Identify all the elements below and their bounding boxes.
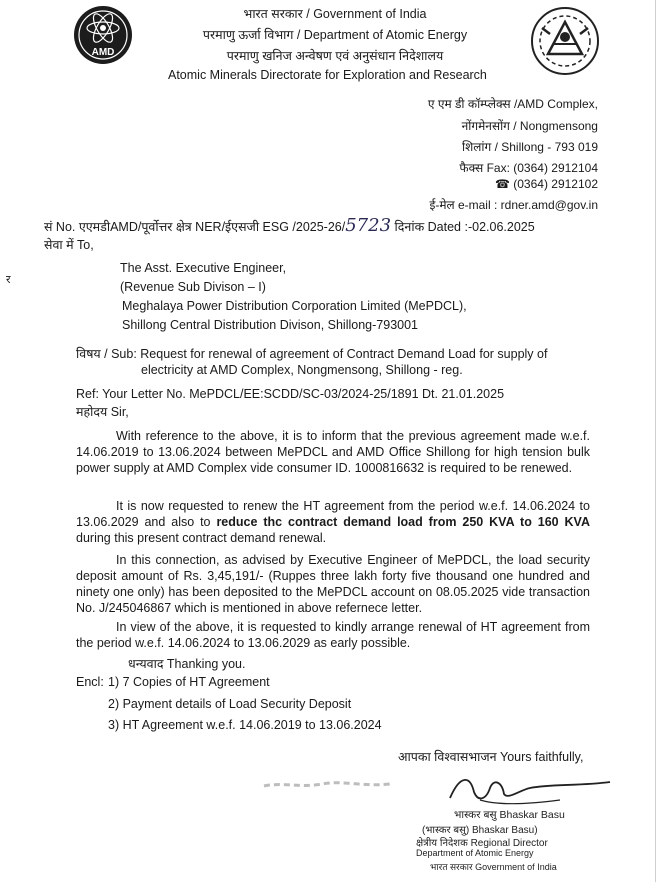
- closing-line: आपका विश्वासभाजन Yours faithfully,: [398, 750, 584, 764]
- scan-edge-divider: [655, 0, 656, 882]
- reference-no-value: एएमडीAMD/पूर्वोत्तर क्षेत्र NER/ईएसजी ESG /2025-26/: [78, 220, 346, 234]
- to-line-4: Shillong Central Distribution Divison, Shillong-793001: [122, 318, 418, 332]
- letterhead-amd-hindi: परमाणु खनिज अन्वेषण एवं अनुसंधान निदेशालय: [226, 49, 444, 63]
- letterhead-dept: परमाणु ऊर्जा विभाग / Department of Atomic Energy: [202, 28, 468, 42]
- signature-stamp-4: भारत सरकार Government of India: [430, 862, 557, 872]
- to-line-1: The Asst. Executive Engineer,: [120, 261, 287, 275]
- paragraph-3: In this connection, as advised by Executive Engineer of MePDCL, the load security deposit amount of Rs. 3,45,191/- (Ruppes three lakh forty five thousand one hundred and ninety one only) has been deposited to the MePDCL account on 08.05.2025 vide transaction No. J/245046867 which is mentioned in above refernece letter.: [76, 553, 590, 615]
- reference-handwritten-number: 5723: [345, 215, 392, 236]
- to-line-3: Meghalaya Power Distribution Corporation Limited (MePDCL),: [122, 299, 467, 313]
- signature-stamp-1: (भास्कर बसु) Bhaskar Basu): [422, 825, 538, 836]
- letterhead-amd-en: Atomic Minerals Directorate for Exploration and Research: [168, 68, 487, 82]
- subject-label: विषय / Sub:: [76, 347, 137, 361]
- ref-letter: Ref: Your Letter No. MePDCL/EE:SCDD/SC-03/2024-25/1891 Dt. 21.01.2025: [76, 387, 505, 401]
- salutation: महोदय Sir,: [76, 405, 129, 419]
- signature-stamp-3: Department of Atomic Energy: [416, 848, 534, 858]
- address-fax: फैक्स Fax: (0364) 2912104: [459, 161, 598, 175]
- subject-text-1: Request for renewal of agreement of Contract Demand Load for supply of: [140, 347, 548, 361]
- subject-line: [76, 346, 547, 363]
- paragraph-2-bold: reduce thc contract demand load from 250 KVA to 160 KVA: [216, 515, 590, 529]
- logo-left-text: AMD: [91, 47, 115, 58]
- to-label: सेवा में To,: [44, 238, 94, 252]
- enclosure-item-1: 1) 7 Copies of HT Agreement: [108, 675, 270, 689]
- enclosure-item-3: 3) HT Agreement w.e.f. 14.06.2019 to 13.06.2024: [108, 718, 382, 732]
- margin-mark: र: [6, 274, 11, 286]
- to-line-2: (Revenue Sub Divison – I): [120, 280, 266, 294]
- address-complex: ए एम डी कॉम्प्लेक्स /AMD Complex,: [427, 97, 598, 111]
- address-phone: ☎ (0364) 2912102: [494, 177, 598, 191]
- thanks-line: धन्यवाद Thanking you.: [128, 657, 246, 671]
- enclosure-item-2: 2) Payment details of Load Security Deposit: [108, 697, 352, 711]
- paragraph-2: [76, 498, 590, 546]
- subject-text-2: electricity at AMD Complex, Nongmensong, Shillong - reg.: [141, 363, 463, 377]
- address-locality: नोंगमेनसोंग / Nongmensong: [461, 119, 598, 133]
- faint-bleed-mark-icon: [262, 778, 392, 792]
- signature-name-line: भास्कर बसु Bhaskar Basu: [454, 809, 565, 821]
- letterhead-govt: भारत सरकार / Government of India: [243, 7, 427, 21]
- address-email: ई-मेल e-mail : rdner.amd@gov.in: [429, 198, 598, 212]
- reference-date: दिनांक Dated :-02.06.2025: [394, 220, 535, 234]
- reference-no-prefix: सं No.: [44, 220, 76, 234]
- handwritten-signature-icon: [440, 770, 620, 810]
- signature-stamp-2: क्षेत्रीय निदेशक Regional Director: [416, 838, 548, 849]
- paragraph-2-b: during this present contract demand renewal.: [76, 531, 327, 545]
- paragraph-1: With reference to the above, it is to inform that the previous agreement made w.e.f. 14.06.2019 to 13.06.2024 between MePDCL and AMD Office Shillong for high tension bulk power supply at AMD Complex vide consumer ID. 1000816632 is required to be renewed.: [76, 429, 590, 475]
- signature-block: [400, 770, 640, 882]
- paragraph-4: In view of the above, it is requested to kindly arrange renewal of HT agreement from the period w.e.f. 14.06.2024 to 13.06.2029 as early possible.: [76, 620, 590, 650]
- address-city: शिलांग / Shillong - 793 019: [461, 140, 598, 154]
- paragraph-2-a: It is now requested to renew the HT agreement from the period w.e.f. 14.06.2024 to 13.06.2029 and also to: [76, 499, 590, 529]
- reference-number-line: [44, 217, 535, 236]
- enclosures-label: Encl:: [76, 675, 104, 689]
